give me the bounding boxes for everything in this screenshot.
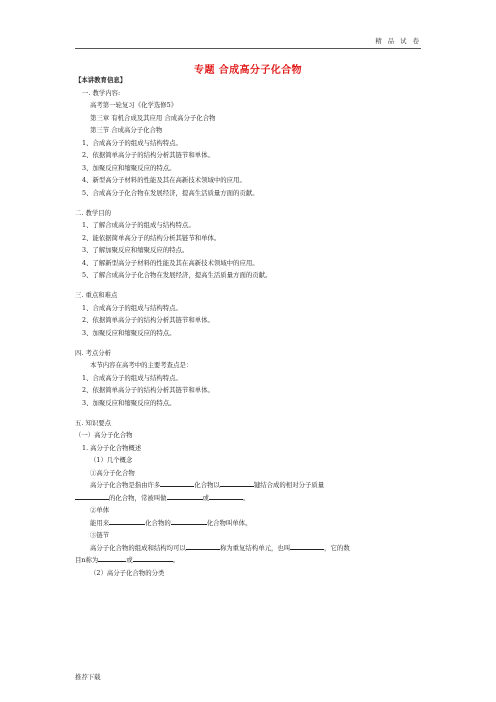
sec4-item: 1、合成高分子的组成与结构特点。 (82, 373, 182, 382)
sec2-item: 5、了解合成高分子化合物在发展经济，提高生活质量方面的贡献。 (82, 271, 272, 279)
doc-title: 专题 合成高分子化合物 (194, 65, 302, 76)
page-header (75, 36, 421, 49)
concept-2-title: ②单体 (90, 506, 110, 514)
sec5-sub2: （2）高分子化合物的分类 (90, 568, 165, 577)
fill-blank[interactable] (186, 542, 220, 550)
sec5-heading: 五. 知识要点 (75, 418, 112, 427)
sec1-item: 2、依据简单高分子的结构分析其链节和单体。 (82, 151, 214, 159)
fill-blank[interactable] (290, 542, 324, 550)
concept-2-line: 能用来 化合物的 化合物叫单体。 (90, 518, 252, 527)
sec1-line: 第三节 合成高分子化合物 (90, 126, 163, 134)
sec4-item: 3、加聚反应和缩聚反应的特点。 (82, 398, 176, 407)
fill-blank[interactable] (220, 479, 254, 487)
sec1-item: 1、合成高分子的组成与结构特点。 (82, 138, 182, 147)
concept-1-line-2: 的化合物，常被叫做 或 。 (75, 492, 421, 505)
sec3-heading: 三. 重点和难点 (75, 291, 118, 299)
concept-3-line-2: 目n称为 或 。 (75, 556, 180, 564)
fill-blank[interactable] (109, 517, 145, 525)
concepts-heading: （1）几个概念 (90, 456, 133, 464)
sec1-line: 高考第一轮复习《化学选修5》 (90, 101, 178, 109)
concept-3-line-1: 高分子化合物的组成和结构均可以 称为重复结构单元，也叫 ，它的数 (90, 543, 350, 552)
sec2-item: 3、了解加聚反应和缩聚反应的特点。 (82, 246, 189, 254)
sec5-sub1: （一）高分子化合物 (75, 431, 133, 439)
fill-blank[interactable] (75, 492, 109, 500)
sec5-sub1-1: 1. 高分子化合物概述 (82, 443, 142, 452)
sec2-heading: 二. 教学目的 (75, 208, 112, 217)
concept-3-title: ③链节 (90, 531, 110, 539)
fill-blank[interactable] (209, 492, 243, 500)
sec2-item: 1、了解合成高分子的组成与结构特点。 (82, 221, 195, 229)
fill-blank[interactable] (160, 479, 194, 487)
sec1-item: 5、合成高分子化合物在发展经济，提高生活质量方面的贡献。 (82, 188, 259, 197)
sec4-intro: 本节内容在高考中的主要考查点是： (90, 361, 193, 369)
header-text: 精 品 试 卷 (375, 37, 421, 45)
fill-blank[interactable] (98, 554, 126, 562)
sec3-item: 2、依据简单高分子的结构分析其链节和单体。 (82, 316, 214, 324)
doc-body (75, 74, 421, 579)
sec4-heading: 四. 考点分析 (75, 348, 112, 357)
sec2-item: 4、了解新型高分子材料的性能及其在高新技术领域中的应用。 (82, 258, 259, 267)
concept-1-line-1: 高分子化合物是指由许多 化合物以 键结合成的相对分子质量 (90, 481, 325, 489)
sec4-item: 2、依据简单高分子的结构分析其链节和单体。 (82, 386, 214, 394)
sec1-item: 3、加聚反应和缩聚反应的特点。 (82, 163, 176, 172)
sec1-item: 4、新型高分子材料的性能及其在高新技术领域中的应用。 (82, 176, 246, 184)
sec3-item: 3、加聚反应和缩聚反应的特点。 (82, 328, 176, 337)
info-heading: 【本讲教育信息】 (75, 76, 127, 84)
sec2-item: 2、能依据简单高分子的结构分析其链节和单体。 (82, 233, 221, 242)
fill-blank[interactable] (133, 554, 173, 562)
sec1-heading: 一. 教学内容: (82, 88, 121, 97)
fill-blank[interactable] (171, 517, 207, 525)
fill-blank[interactable] (167, 492, 203, 500)
sec1-line: 第三章 有机合成及其应用 合成高分子化合物 (90, 113, 216, 122)
concept-1-title: ①高分子化合物 (90, 468, 135, 477)
page-footer: 推荐下载 (75, 673, 101, 681)
sec3-item: 1、合成高分子的组成与结构特点。 (82, 303, 182, 312)
